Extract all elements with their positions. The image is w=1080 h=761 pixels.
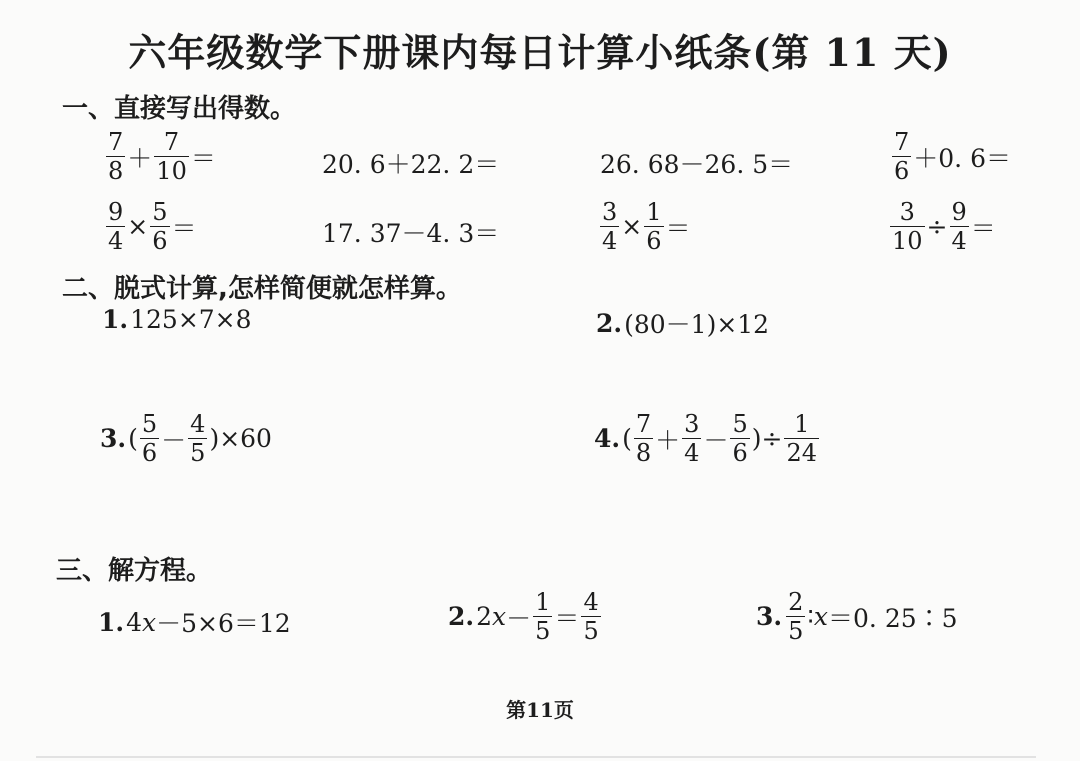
equation-3: 3. $\frac{2}{5}$ ∶ x ＝0. 25∶5	[756, 588, 958, 645]
fraction: $\frac{9}{4}$	[951, 198, 967, 255]
fraction: $\frac{3}{4}$	[684, 410, 700, 467]
problem-1a: $\frac{7}{8}$ ＋ $\frac{7}{10}$ ＝	[108, 128, 216, 185]
fraction: $\frac{4}{5}$	[583, 588, 599, 645]
fraction: $\frac{2}{5}$	[788, 588, 804, 645]
fraction: $\frac{1}{24}$	[786, 410, 817, 467]
fraction: $\frac{1}{5}$	[535, 588, 551, 645]
equation-1: 1. 4 x －5×6＝12	[98, 607, 291, 638]
fraction: $\frac{5}{6}$	[152, 198, 168, 255]
fraction: $\frac{9}{4}$	[108, 198, 124, 255]
problem-1f: 17. 37－4. 3＝	[322, 219, 500, 248]
problem-1b: 20. 6＋22. 2＝	[322, 150, 500, 179]
problem-2-2: 2. (80－1)×12	[596, 308, 770, 339]
problem-2-4: 4. ( $\frac{7}{8}$ ＋ $\frac{3}{4}$ － $\frac{5}{6}$ )÷ $\frac{1}{24}$	[594, 410, 817, 467]
bottom-edge-divider	[36, 756, 1036, 758]
page-number: 第11页	[506, 698, 574, 722]
problem-1c: 26. 68－26. 5＝	[600, 150, 794, 179]
equation-2: 2. 2 x － $\frac{1}{5}$ ＝ $\frac{4}{5}$	[448, 588, 599, 645]
problem-1h: $\frac{3}{10}$ ÷ $\frac{9}{4}$ ＝	[892, 198, 996, 255]
section-3-heading: 三、解方程。	[56, 556, 213, 586]
problem-2-1: 1. 125×7×8	[102, 305, 252, 334]
section-1-heading: 一、直接写出得数。	[62, 94, 297, 124]
problem-1g: $\frac{3}{4}$ × $\frac{1}{6}$ ＝	[602, 198, 691, 255]
problem-2-3: 3. ( $\frac{5}{6}$ － $\frac{4}{5}$ )×60	[100, 410, 272, 467]
problem-1d: $\frac{7}{6}$ ＋0. 6＝	[894, 128, 1011, 185]
fraction: $\frac{3}{10}$	[892, 198, 923, 255]
fraction: $\frac{3}{4}$	[602, 198, 618, 255]
fraction: $\frac{7}{10}$	[156, 128, 187, 185]
fraction: $\frac{5}{6}$	[732, 410, 748, 467]
fraction: $\frac{7}{8}$	[108, 128, 124, 185]
fraction: $\frac{1}{6}$	[646, 198, 662, 255]
section-2-heading: 二、脱式计算,怎样简便就怎样算。	[62, 274, 462, 304]
page-title: 六年级数学下册课内每日计算小纸条(第 11 天)	[128, 30, 952, 75]
fraction: $\frac{4}{5}$	[190, 410, 206, 467]
fraction: $\frac{7}{6}$	[894, 128, 910, 185]
problem-1e: $\frac{9}{4}$ × $\frac{5}{6}$ ＝	[108, 198, 197, 255]
fraction: $\frac{7}{8}$	[635, 410, 652, 467]
fraction: $\frac{5}{6}$	[141, 410, 158, 467]
